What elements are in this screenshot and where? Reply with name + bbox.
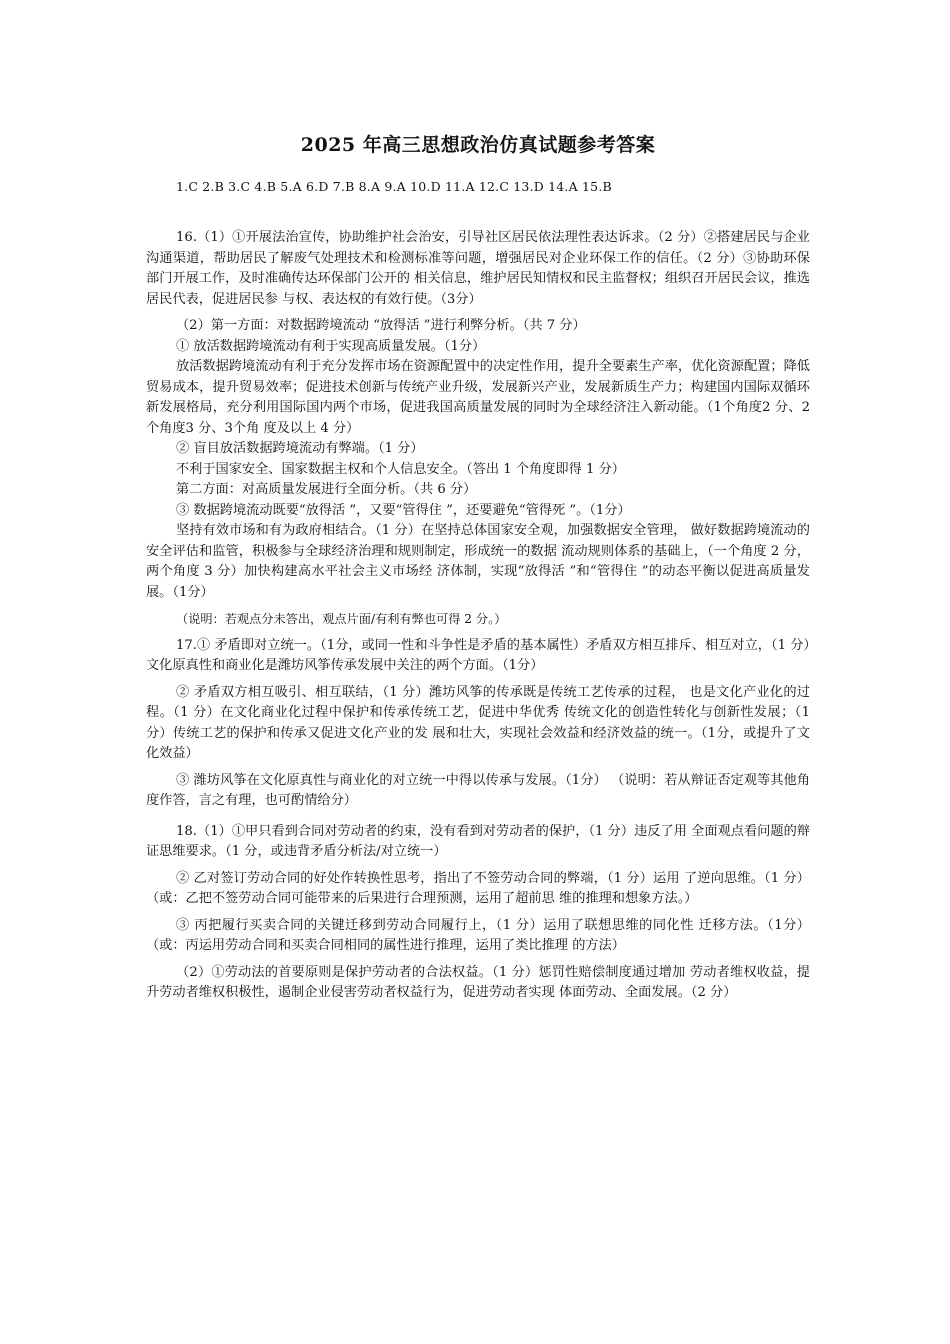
q18-part2-point1: （2）①劳动法的首要原则是保护劳动者的合法权益。（1 分）惩罚性赔偿制度通过增加 劳动者维权收益，提升劳动者维权积极性，遏制企业侵害劳动者权益行为，促进劳动者实现 体面劳动、全面发展。（2 分） [146, 964, 810, 1000]
q16-part2-aspect2: 第二方面：对高质量发展进行全面分析。（共 6 分） [176, 482, 477, 497]
q16-point2: ② 盲目放活数据跨境流动有弊端。（1 分） [176, 441, 424, 456]
q17-point2: ② 矛盾双方相互吸引、相互联结，（1 分）潍坊风筝的传承既是传统工艺传承的过程， 也是文化产业化的过程。（1 分）在文化商业化过程中保护和传承传统工艺，促进中华优秀 传统文化的创造性转化与创新性发展；（1 分）传统工艺的保护和传承又促进文化产业的发 展和壮大，实现社会效益和经济效益的统一。（1分，或提升了文化效益） [146, 684, 810, 761]
q16-point3-detail: 坚持有效市场和有为政府相结合。（1 分）在坚持总体国家安全观，加强数据安全管理， 做好数据跨境流动的安全评估和监管，积极参与全球经济治理和规则制定，形成统一的数据 流动规则体系的基础上，（一个角度 2 分，两个角度 3 分）加快构建高水平社会主义市场经 济体制，实现“放得活 ”和“管得住 ”的动态平衡以促进高质量发展。（1分） [146, 523, 810, 600]
q18-part1-point2: ② 乙对签订劳动合同的好处作转换性思考，指出了不签劳动合同的弊端，（1 分）运用 了逆向思维。（1 分）（或：乙把不签劳动合同可能带来的后果进行合理预测，运用了超前思 维的推理和想象方法。） [146, 870, 810, 906]
q16-point2-detail: 不利于国家安全、国家数据主权和个人信息安全。（答出 1 个角度即得 1 分） [176, 461, 625, 477]
choice-answers: 1.C 2.B 3.C 4.B 5.A 6.D 7.B 8.A 9.A 10.D 11.A 12.C 13.D 14.A 15.B [176, 179, 612, 194]
q16-point3: ③ 数据跨境流动既要“放得活 ”，又要“管得住 ”，还要避免“管得死 ”。（1分） [176, 502, 631, 518]
answer-sheet [146, 130, 810, 1004]
q18-part1-point1: 18.（1）①甲只看到合同对劳动者的约束，没有看到对劳动者的保护，（1 分）违反了用 全面观点看问题的辩证思维要求。（1 分，或违背矛盾分析法/对立统一） [146, 823, 810, 859]
q16-note: （说明：若观点分未答出，观点片面/有利有弊也可得 2 分。） [176, 612, 507, 626]
q17-point1: 17.① 矛盾即对立统一。（1分，或同一性和斗争性是矛盾的基本属性）矛盾双方相互排斥、相互对立，（1 分）文化原真性和商业化是潍坊风筝传承发展中关注的两个方面。（1分） [146, 637, 810, 673]
q16-part1: 16.（1）①开展法治宣传，协助维护社会治安，引导社区居民依法理性表达诉求。（2 分）②搭建居民与企业沟通渠道，帮助居民了解废气处理技术和检测标准等问题，增强居民对企业环保工作的信任。（2 分）③协助环保部门开展工作，及时准确传达环保部门公开的 相关信息，维护居民知情权和民主监督权；组织召开居民会议，推选居民代表，促进居民参 与权、表达权的有效行使。（3分） [146, 230, 810, 307]
q16-point1-detail: 放活数据跨境流动有利于充分发挥市场在资源配置中的决定性作用，提升全要素生产率，优化资源配置；降低贸易成本，提升贸易效率；促进技术创新与传统产业升级，发展新兴产业，发展新质生产力；构建国内国际双循环新发展格局，充分利用国际国内两个市场，促进我国高质量发展的同时为全球经济注入新动能。（1个角度2 分、2 个角度3 分、3个角 度及以上 4 分） [146, 359, 810, 436]
page-title: 2025 年高三思想政治仿真试题参考答案 [300, 134, 656, 156]
q16-part2-aspect1: （2）第一方面：对数据跨境流动 “放得活 ”进行利弊分析。（共 7 分） [176, 318, 586, 333]
q17-point3: ③ 潍坊风筝在文化原真性与商业化的对立统一中得以传承与发展。（1分） （说明：若从辩证否定观等其他角度作答，言之有理，也可酌情给分） [146, 772, 810, 808]
q16-point1: ① 放活数据跨境流动有利于实现高质量发展。（1分） [176, 338, 486, 354]
q18-part1-point3: ③ 丙把履行买卖合同的关键迁移到劳动合同履行上，（1 分）运用了联想思维的同化性 迁移方法。（1分）（或：丙运用劳动合同和买卖合同相同的属性进行推理，运用了类比推理 的方法） [146, 917, 810, 953]
